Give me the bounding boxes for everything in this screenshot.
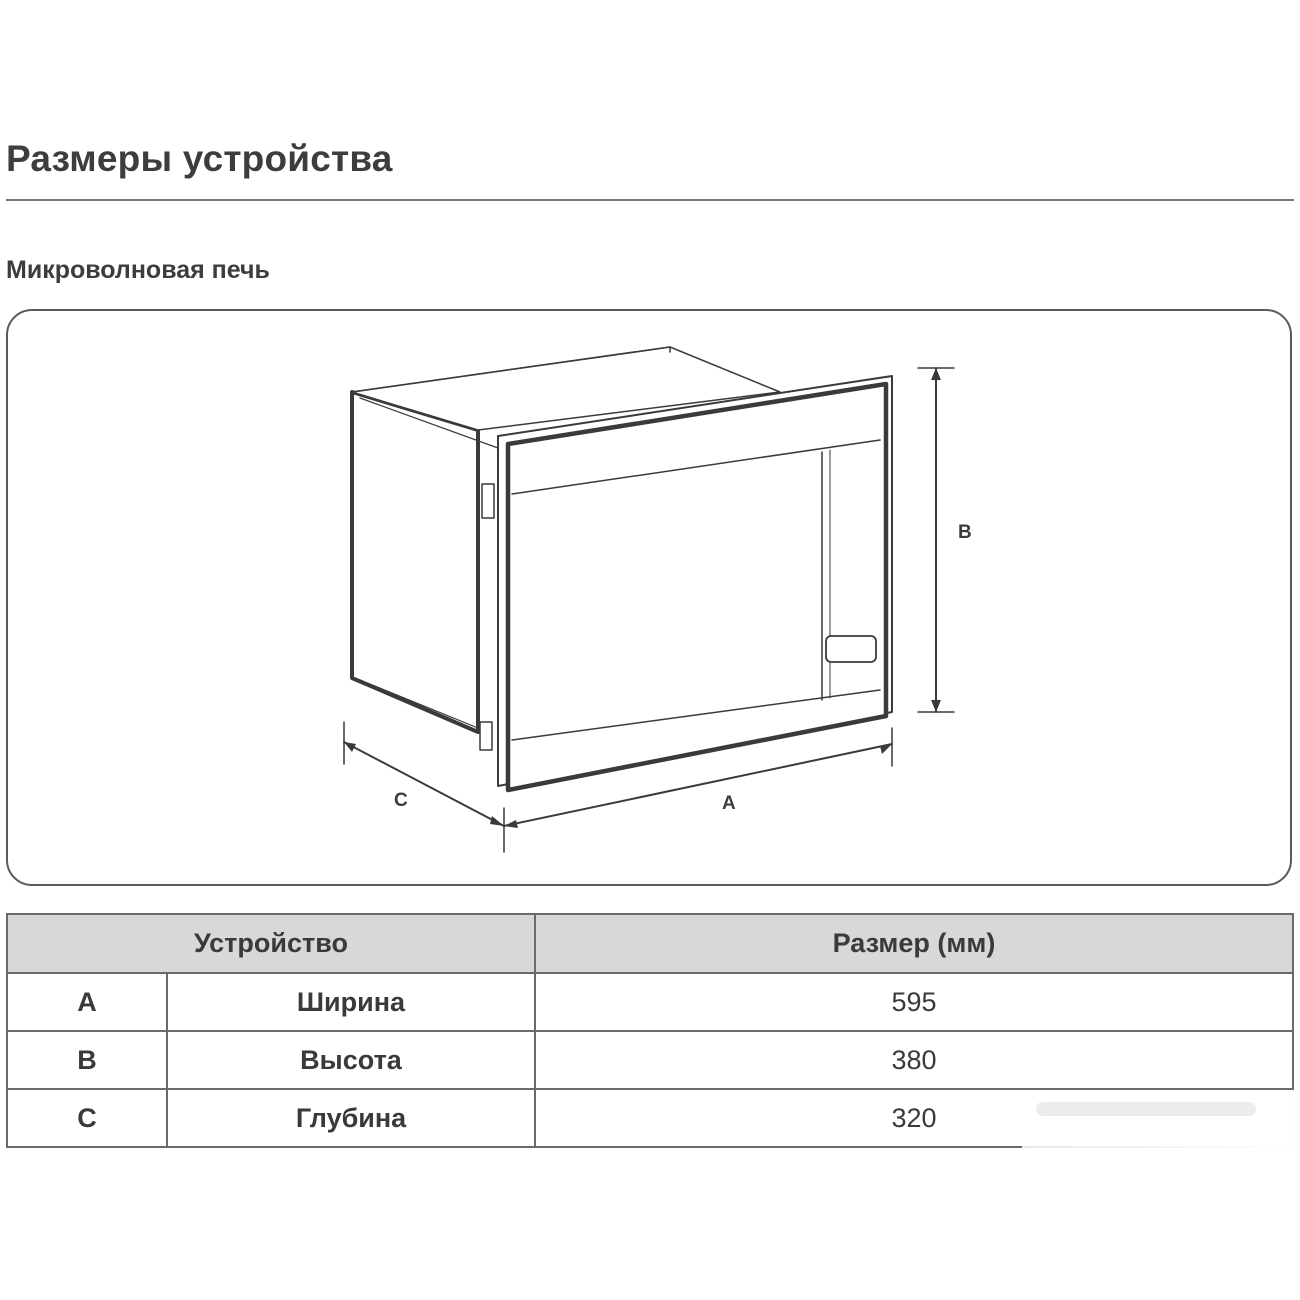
- header-device: Устройство: [7, 914, 535, 973]
- dimension-label-a: A: [722, 793, 736, 814]
- row-name: Высота: [167, 1031, 535, 1089]
- page-title: Размеры устройства: [6, 138, 393, 179]
- row-name: Ширина: [167, 973, 535, 1031]
- table-row: [7, 973, 1293, 1031]
- section-subtitle: Микроволновая печь: [6, 256, 270, 284]
- table-header-row: [7, 914, 1293, 973]
- row-value: 595: [535, 973, 1293, 1031]
- watermark-overlay: [1022, 1090, 1300, 1150]
- row-letter: B: [7, 1031, 167, 1089]
- row-letter: A: [7, 973, 167, 1031]
- diagram-frame: [6, 309, 1292, 886]
- row-letter: C: [7, 1089, 167, 1147]
- dimension-label-c: C: [394, 790, 408, 811]
- dimension-label-b: B: [958, 522, 972, 543]
- title-divider: [6, 199, 1294, 201]
- row-name: Глубина: [167, 1089, 535, 1147]
- header-size: Размер (мм): [535, 914, 1293, 973]
- row-value: 380: [535, 1031, 1293, 1089]
- row-value: 320: [535, 1089, 1293, 1147]
- table-row: [7, 1031, 1293, 1089]
- watermark-text-blur: [1036, 1102, 1256, 1116]
